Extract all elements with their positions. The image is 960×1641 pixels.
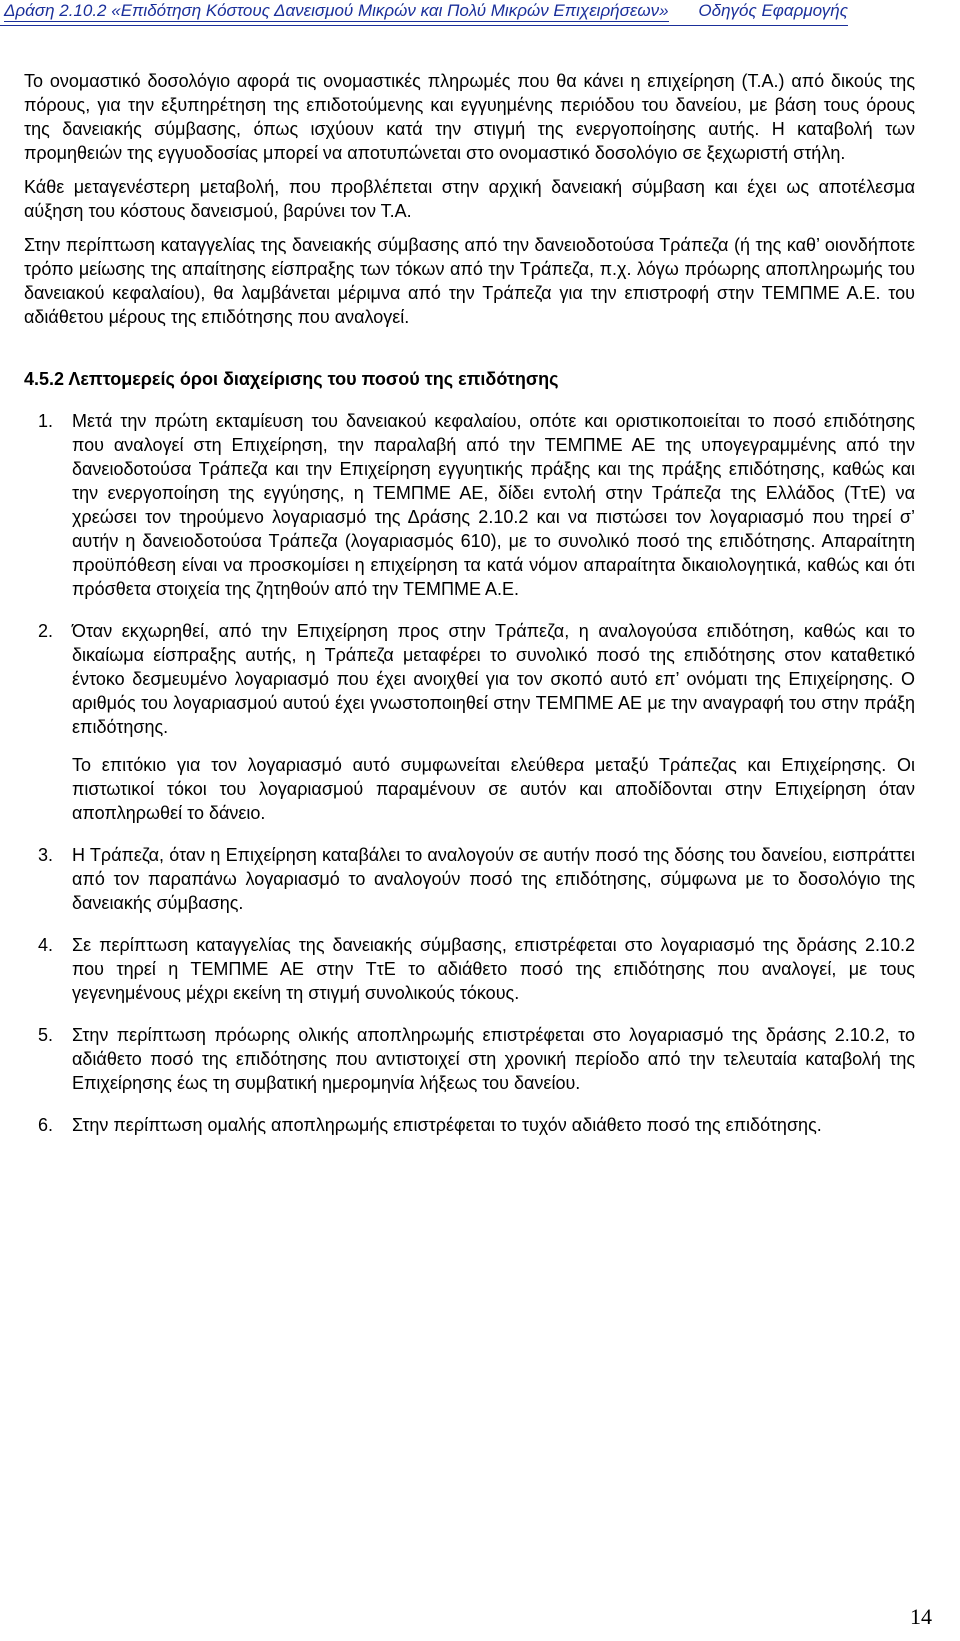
list-item-text: Το επιτόκιο για τον λογαριασμό αυτό συμφωνείται ελεύθερα μεταξύ Τράπεζας και Επιχείρησης. Οι πιστωτικοί τόκοι του λογαριασμού παραμένουν σε αυτόν και αποδίδονται στην Επιχείρηση όταν αποπληρωθεί το δάνειο.	[72, 755, 915, 823]
list-item-number: 5.	[38, 1025, 54, 1045]
list-item-number: 2.	[38, 621, 54, 641]
numbered-list	[24, 409, 915, 1137]
list-item-number: 3.	[38, 845, 54, 865]
list-item-4	[24, 933, 915, 1005]
list-item-text: Όταν εκχωρηθεί, από την Επιχείρηση προς στην Τράπεζα, η αναλογούσα επιδότηση, καθώς και το δικαίωμα είσπραξης αυτής, η Τράπεζα μεταφέρει το συνολικό ποσό της επιδότησης στον καταθετικό έντοκο δεσμευμένο λογαριασμό που έχει ανοιχθεί για τον σκοπό αυτό επ’ ονόματι της Επιχείρησης. Ο αριθμός του λογαριασμού αυτού έχει γνωστοποιηθεί στην ΤΕΜΠΜΕ ΑΕ με την αναγραφή του στην πράξη επιδότησης.	[72, 621, 915, 737]
header-document-name: Οδηγός Εφαρμογής	[698, 1, 848, 20]
page-header	[0, 0, 960, 34]
list-item-3	[24, 843, 915, 915]
list-item-number: 1.	[38, 411, 54, 431]
intro-paragraph-1: Το ονομαστικό δοσολόγιο αφορά τις ονομαστικές πληρωμές που θα κάνει η επιχείρηση (Τ.Α.) από δικούς της πόρους, για την εξυπηρέτηση της επιδοτούμενης και εγγυημένης περιόδου του δανείου, με βάση τους όρους της δανειακής σύμβασης, όπως ισχύουν κατά την στιγμή της ενεργοποίησης αυτής. Η καταβολή των προμηθειών της εγγυοδοσίας μπορεί να αποτυπώνεται στο ονομαστικό δοσολόγιο σε ξεχωριστή στήλη.	[24, 71, 915, 163]
list-item-text: Μετά την πρώτη εκταμίευση του δανειακού κεφαλαίου, οπότε και οριστικοποιείται το ποσό επιδότησης που αναλογεί στη Επιχείρηση, την παραλαβή από την ΤΕΜΠΜΕ ΑΕ της υπογεγραμμένης από την δανειοδοτούσα Τράπεζα και την Επιχείρηση εγγυητικής πράξης και της πράξης επιδότησης, καθώς και την ενεργοποίηση της εγγύησης, η ΤΕΜΠΜΕ ΑΕ, δίδει εντολή στην Τράπεζα της Ελλάδος (ΤτΕ) να χρεώσει τον τηρούμενο λογαριασμό της Δράσης 2.10.2 και να πιστώσει τον λογαριασμό που τηρεί σ’ αυτήν η δανειοδοτούσα Τράπεζα (λογαριασμός 610), με το συνολικό ποσό της επιδότησης. Απαραίτητη προϋπόθεση είναι να προσκομίσει η επιχείρηση τα κατά νόμον απαραίτητα δικαιολογητικά, καθώς και ότι πρόσθετα στοιχεία της ζητηθούν από την ΤΕΜΠΜΕ Α.Ε.	[72, 411, 915, 599]
list-item-2	[24, 619, 915, 825]
intro-paragraph-2: Κάθε μεταγενέστερη μεταβολή, που προβλέπεται στην αρχική δανειακή σύμβαση και έχει ως αποτέλεσμα αύξηση του κόστους δανεισμού, βαρύνει τον Τ.Α.	[24, 177, 915, 221]
list-item-1	[24, 409, 915, 601]
list-item-text: Στην περίπτωση ομαλής αποπληρωμής επιστρέφεται το τυχόν αδιάθετο ποσό της επιδότησης.	[72, 1115, 822, 1135]
document-body	[24, 69, 915, 1155]
list-item-number: 4.	[38, 935, 54, 955]
list-item-text: Στην περίπτωση πρόωρης ολικής αποπληρωμής επιστρέφεται στο λογαριασμό της δράσης 2.10.2, το αδιάθετο ποσό της επιδότησης που αντιστοιχεί στη χρονική περίοδο από την τελευταία καταβολή της Επιχείρησης έως τη συμβατική ημερομηνία λήξεως του δανείου.	[72, 1025, 915, 1093]
list-item-5	[24, 1023, 915, 1095]
header-divider	[0, 25, 848, 26]
list-item-text: Σε περίπτωση καταγγελίας της δανειακής σύμβασης, επιστρέφεται στο λογαριασμό της δράσης 2.10.2 που τηρεί η ΤΕΜΠΜΕ ΑΕ στην ΤτΕ το αδιάθετο ποσό της επιδότησης που αναλογεί, με τους γεγενημένους μέχρι εκείνη τη στιγμή συνολικούς τόκους.	[72, 935, 915, 1003]
header-title: Δράση 2.10.2 «Επιδότηση Κόστους Δανεισμού Μικρών και Πολύ Μικρών Επιχειρήσεων»	[4, 1, 669, 20]
list-item-number: 6.	[38, 1115, 54, 1135]
list-item-6	[24, 1113, 915, 1137]
list-item-text: Η Τράπεζα, όταν η Επιχείρηση καταβάλει το αναλογούν σε αυτήν ποσό της δόσης του δανείου, εισπράττει από τον παραπάνω λογαριασμό το αναλογούν ποσό της επιδότησης, σύμφωνα με το δοσολόγιο της δανειακής σύμβασης.	[72, 845, 915, 913]
page-number: 14	[910, 1604, 932, 1629]
intro-paragraph-3: Στην περίπτωση καταγγελίας της δανειακής σύμβασης από την δανειοδοτούσα Τράπεζα (ή της καθ’ οιονδήποτε τρόπο μείωσης της απαίτησης είσπραξης των τόκων από την Τράπεζα, π.χ. λόγω πρόωρης αποπληρωμής του δανειακού κεφαλαίου), θα λαμβάνεται μέριμνα από την Τράπεζα για την επιστροφή στην ΤΕΜΠΜΕ Α.Ε. του αδιάθετου μέρους της επιδότησης που αναλογεί.	[24, 235, 915, 327]
section-heading: 4.5.2 Λεπτομερείς όροι διαχείρισης του ποσού της επιδότησης	[24, 369, 559, 389]
